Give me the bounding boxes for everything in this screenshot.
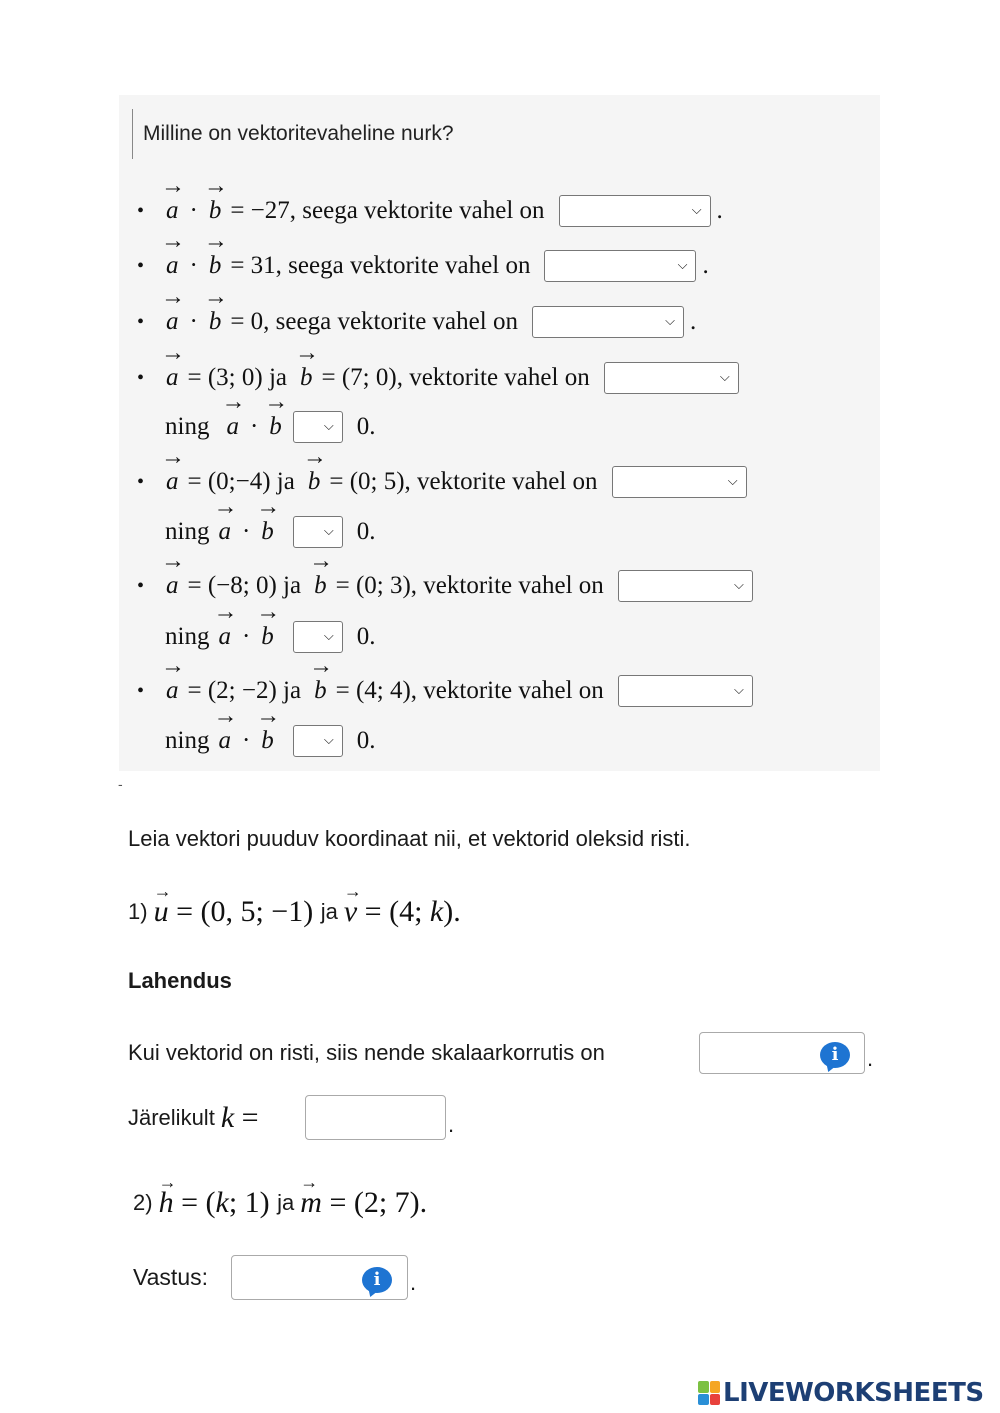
line-end: 0. xyxy=(356,623,376,650)
vector-b: → b xyxy=(305,468,324,496)
dot-operator: · xyxy=(249,413,259,440)
chevron-down-icon: ⌵ xyxy=(323,523,334,539)
logo-tile xyxy=(698,1394,709,1406)
problem-1 xyxy=(128,892,461,932)
bullet-marker: • xyxy=(137,366,145,389)
vector-b: → b xyxy=(206,252,225,280)
problem-1-label: 1) xyxy=(128,899,148,924)
vector-b: → b xyxy=(258,623,277,651)
chevron-down-icon: ⌵ xyxy=(323,732,334,748)
dot-operator: · xyxy=(241,727,251,754)
vector-v: → v xyxy=(344,895,357,929)
sentence-2-end: . xyxy=(448,1112,455,1137)
variable-k: k xyxy=(215,1186,229,1219)
answer-end: . xyxy=(410,1270,417,1295)
ja-label: ja xyxy=(320,899,338,924)
logo-tile xyxy=(710,1381,721,1393)
line-end: 0. xyxy=(356,518,376,545)
vector-u-value: = (0, 5; −1) xyxy=(168,895,321,928)
bullet-marker: • xyxy=(137,470,145,493)
ja-label: ja xyxy=(277,1190,295,1215)
solution-title: Lahendus xyxy=(128,968,232,993)
angle-select-4[interactable] xyxy=(604,362,739,394)
ning-label: ning xyxy=(165,413,210,440)
bullet-item-3 xyxy=(137,302,696,342)
vector-b: → b xyxy=(311,677,330,705)
equation-text: = 0, seega vektorite vahel on xyxy=(230,308,518,335)
vector-b: → b xyxy=(206,197,225,225)
angle-select-3[interactable] xyxy=(532,306,684,338)
line-end: . xyxy=(702,252,709,279)
solution-sentence-1: Kui vektorid on risti, siis nende skalaarkorrutis on xyxy=(128,1040,605,1065)
chevron-down-icon: ⌵ xyxy=(733,577,744,593)
vector-b-value: = (4; 4), vektorite vahel on xyxy=(335,677,604,704)
problem-2 xyxy=(133,1182,427,1224)
vector-b: → b xyxy=(258,518,277,546)
vector-b-value: = (7; 0), vektorite vahel on xyxy=(321,364,590,391)
vector-a: → a xyxy=(215,518,234,546)
ning-label: ning xyxy=(165,727,210,754)
line-end: 0. xyxy=(356,727,376,754)
bullet-item-5-cont xyxy=(165,512,376,552)
bullet-marker: • xyxy=(137,310,145,333)
vector-a: → a xyxy=(163,197,182,225)
equals-sign: = xyxy=(234,1101,259,1134)
bullet-marker: • xyxy=(137,574,145,597)
vector-b: → b xyxy=(311,572,330,600)
vector-a: → a xyxy=(223,413,242,441)
vector-a: → a xyxy=(215,623,234,651)
line-end: 0. xyxy=(356,413,376,440)
vector-a-value: = (−8; 0) ja xyxy=(187,572,302,599)
dot-operator: · xyxy=(241,518,251,545)
vector-a: → a xyxy=(163,677,182,705)
sign-select-5[interactable] xyxy=(293,516,343,548)
variable-k: k xyxy=(429,895,444,928)
vector-a: → a xyxy=(163,468,182,496)
vector-a: → a xyxy=(163,364,182,392)
vector-a: → a xyxy=(215,727,234,755)
variable-k: k xyxy=(220,1101,235,1134)
equation-text: = 31, seega vektorite vahel on xyxy=(230,252,531,279)
line-end: . xyxy=(689,308,697,335)
bullet-marker: • xyxy=(137,254,145,277)
k-input[interactable] xyxy=(305,1095,446,1140)
sentence-1-end: . xyxy=(867,1046,874,1071)
bullet-marker: • xyxy=(137,679,145,702)
line-end: . xyxy=(716,197,723,224)
logo-mark-icon xyxy=(698,1381,720,1405)
vector-v-close: ). xyxy=(443,895,461,928)
vector-a-value: = (3; 0) ja xyxy=(187,364,287,391)
sign-select-4[interactable] xyxy=(293,411,343,443)
chevron-down-icon: ⌵ xyxy=(727,473,738,489)
angle-select-5[interactable] xyxy=(612,466,747,498)
chevron-down-icon: ⌵ xyxy=(677,257,688,273)
vector-a-value: = (2; −2) ja xyxy=(187,677,302,704)
vector-b: → b xyxy=(258,727,277,755)
angle-select-6[interactable] xyxy=(618,570,753,602)
chevron-down-icon: ⌵ xyxy=(691,202,702,218)
vector-b-value: = (0; 5), vektorite vahel on xyxy=(329,468,598,495)
question-title: Milline on vektoritevaheline nurk? xyxy=(132,109,454,159)
jarelikult-label: Järelikult xyxy=(128,1105,215,1130)
vector-a: → a xyxy=(163,252,182,280)
dot-operator: · xyxy=(241,623,251,650)
problem-2-label: 2) xyxy=(133,1190,153,1215)
chevron-down-icon: ⌵ xyxy=(665,313,675,329)
vector-h-value: ; 1) xyxy=(228,1186,278,1219)
vector-m-value: = (2; 7). xyxy=(321,1186,428,1219)
vector-b: → b xyxy=(266,413,285,441)
dot-operator: · xyxy=(189,252,198,279)
chevron-down-icon: ⌵ xyxy=(323,628,334,644)
dot-operator: · xyxy=(189,308,198,335)
sign-select-6[interactable] xyxy=(293,621,343,653)
liveworksheets-logo xyxy=(698,1378,984,1408)
angle-select-7[interactable] xyxy=(618,675,753,707)
vector-h: → h xyxy=(159,1186,174,1220)
angle-select-2[interactable] xyxy=(544,250,696,282)
vector-b: → b xyxy=(206,308,225,336)
sign-select-7[interactable] xyxy=(293,725,343,757)
vector-b: → b xyxy=(297,364,316,392)
vector-a-value: = (0;−4) ja xyxy=(187,468,295,495)
bullet-item-7-cont xyxy=(165,721,376,761)
ning-label: ning xyxy=(165,518,210,545)
vector-a: → a xyxy=(163,572,182,600)
bullet-item-2 xyxy=(137,246,709,286)
logo-tile xyxy=(710,1394,721,1406)
answer-label: Vastus: xyxy=(133,1264,208,1290)
equation-text: = −27, seega vektorite vahel on xyxy=(230,197,545,224)
logo-text: LIVEWORKSHEETS xyxy=(723,1378,984,1408)
stray-dash: - xyxy=(118,776,123,792)
task-heading: Leia vektori puuduv koordinaat nii, et vektorid oleksid risti. xyxy=(128,826,691,851)
vector-u: → u xyxy=(154,895,169,929)
info-icon[interactable]: i xyxy=(820,1042,850,1068)
vector-a: → a xyxy=(163,308,182,336)
vector-b-value: = (0; 3), vektorite vahel on xyxy=(335,572,604,599)
chevron-down-icon: ⌵ xyxy=(323,418,334,434)
ning-label: ning xyxy=(165,623,210,650)
chevron-down-icon: ⌵ xyxy=(733,682,744,698)
chevron-down-icon: ⌵ xyxy=(719,369,730,385)
solution-sentence-2 xyxy=(128,1100,259,1136)
bullet-marker: • xyxy=(137,199,145,222)
dot-operator: · xyxy=(189,197,198,224)
info-icon[interactable]: i xyxy=(362,1267,392,1293)
bullet-item-6-cont xyxy=(165,617,376,657)
bullet-item-1 xyxy=(137,191,723,231)
vector-v-value: = (4; xyxy=(357,895,430,928)
bullet-item-4-cont xyxy=(165,407,376,447)
angle-select-1[interactable] xyxy=(559,195,711,227)
vector-m: → m xyxy=(300,1186,322,1220)
logo-tile xyxy=(698,1381,709,1393)
vector-h-open: = ( xyxy=(173,1186,216,1219)
